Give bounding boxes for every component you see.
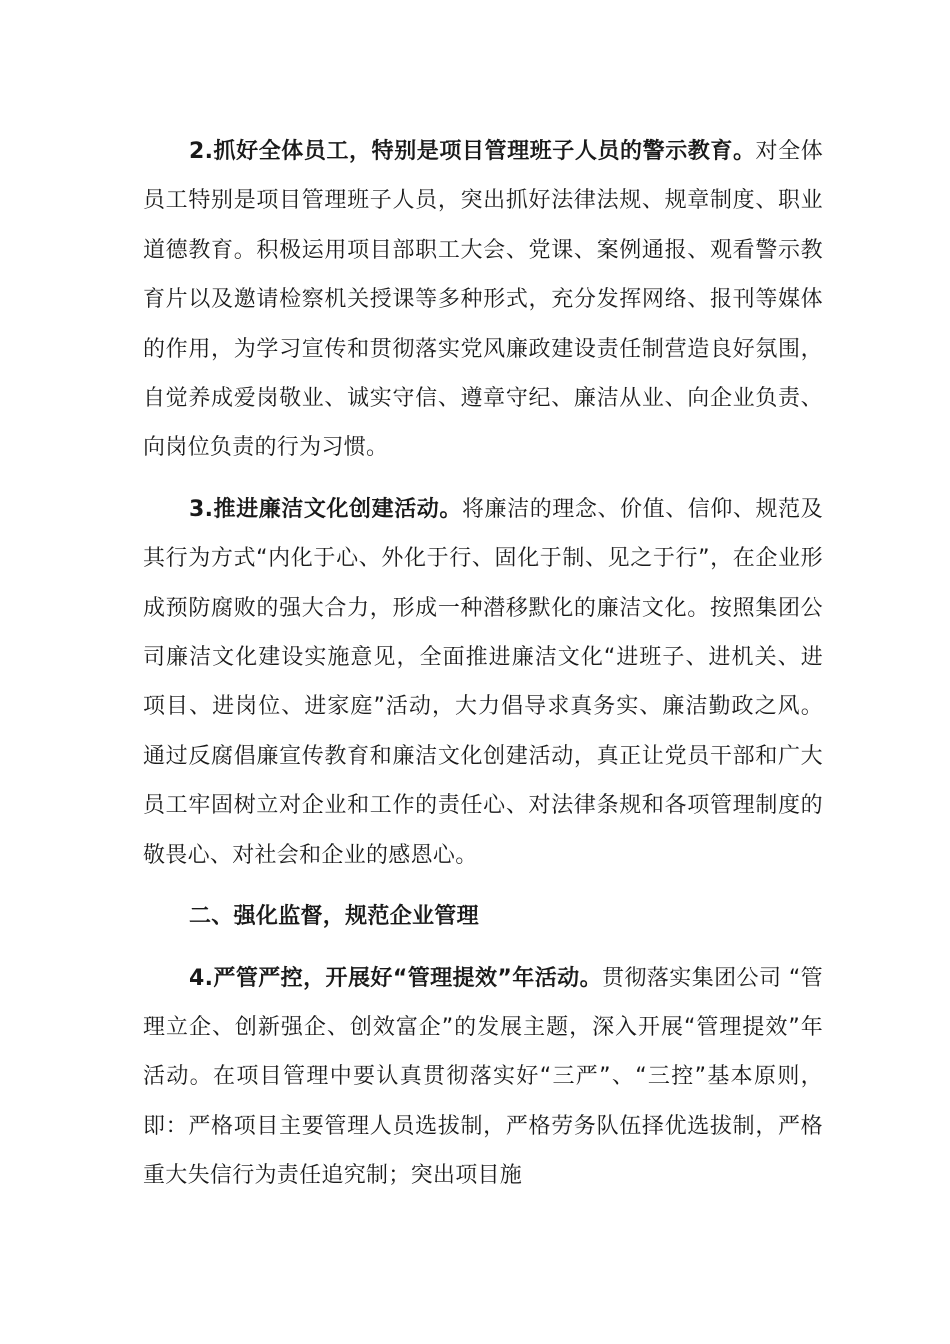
paragraph-text: 将廉洁的理念、价值、信仰、规范及其行为方式“内化于心、外化于行、固化于制、见之于行”，在企业形成预防腐败的强大合力，形成一种潜移默化的廉洁文化。按照集团公司廉洁文化建设实施意见，全面推进廉洁文化“进班子、进机关、进项目、进岗位、进家庭”活动，大力倡导求真务实、廉洁勤政之风。通过反腐倡廉宣传教育和廉洁文化创建活动，真正让党员干部和广大员工牢固树立对企业和工作的责任心、对法律条规和各项管理制度的敬畏心、对社会和企业的感恩心。 [143, 496, 823, 868]
paragraph-text: 对全体员工特别是项目管理班子人员，突出抓好法律法规、规章制度、职业道德教育。积极运用项目部职工大会、党课、案例通报、观看警示教育片以及邀请检察机关授课等多种形式，充分发挥网络、报刊等媒体的作用，为学习宣传和贯彻落实党风廉政建设责任制营造良好氛围，自觉养成爱岗敬业、诚实守信、遵章守纪、廉洁从业、向企业负责、向岗位负责的行为习惯。 [143, 139, 823, 461]
paragraph-management-efficiency [143, 954, 823, 1201]
paragraph-heading: 4.严管严控，开展好“管理提效”年活动。 [189, 965, 603, 991]
section-heading: 二、强化监督，规范企业管理 [189, 904, 479, 930]
paragraph-heading: 2.抓好全体员工，特别是项目管理班子人员的警示教育。 [189, 139, 756, 164]
paragraph-integrity-culture [143, 485, 823, 880]
paragraph-text: 贯彻落实集团公司 “管理立企、创新强企、创效富企”的发展主题，深入开展“管理提效”年活动。在项目管理中要认真贯彻落实好“三严”、“三控”基本原则，即：严格项目主要管理人员选拔制，严格劳务队伍择优选拔制，严格重大失信行为责任追究制；突出项目施 [143, 965, 823, 1189]
paragraph-warning-education [143, 127, 823, 473]
document-body [143, 127, 823, 1201]
section-heading-supervision [143, 892, 823, 941]
paragraph-heading: 3.推进廉洁文化创建活动。 [189, 496, 462, 522]
